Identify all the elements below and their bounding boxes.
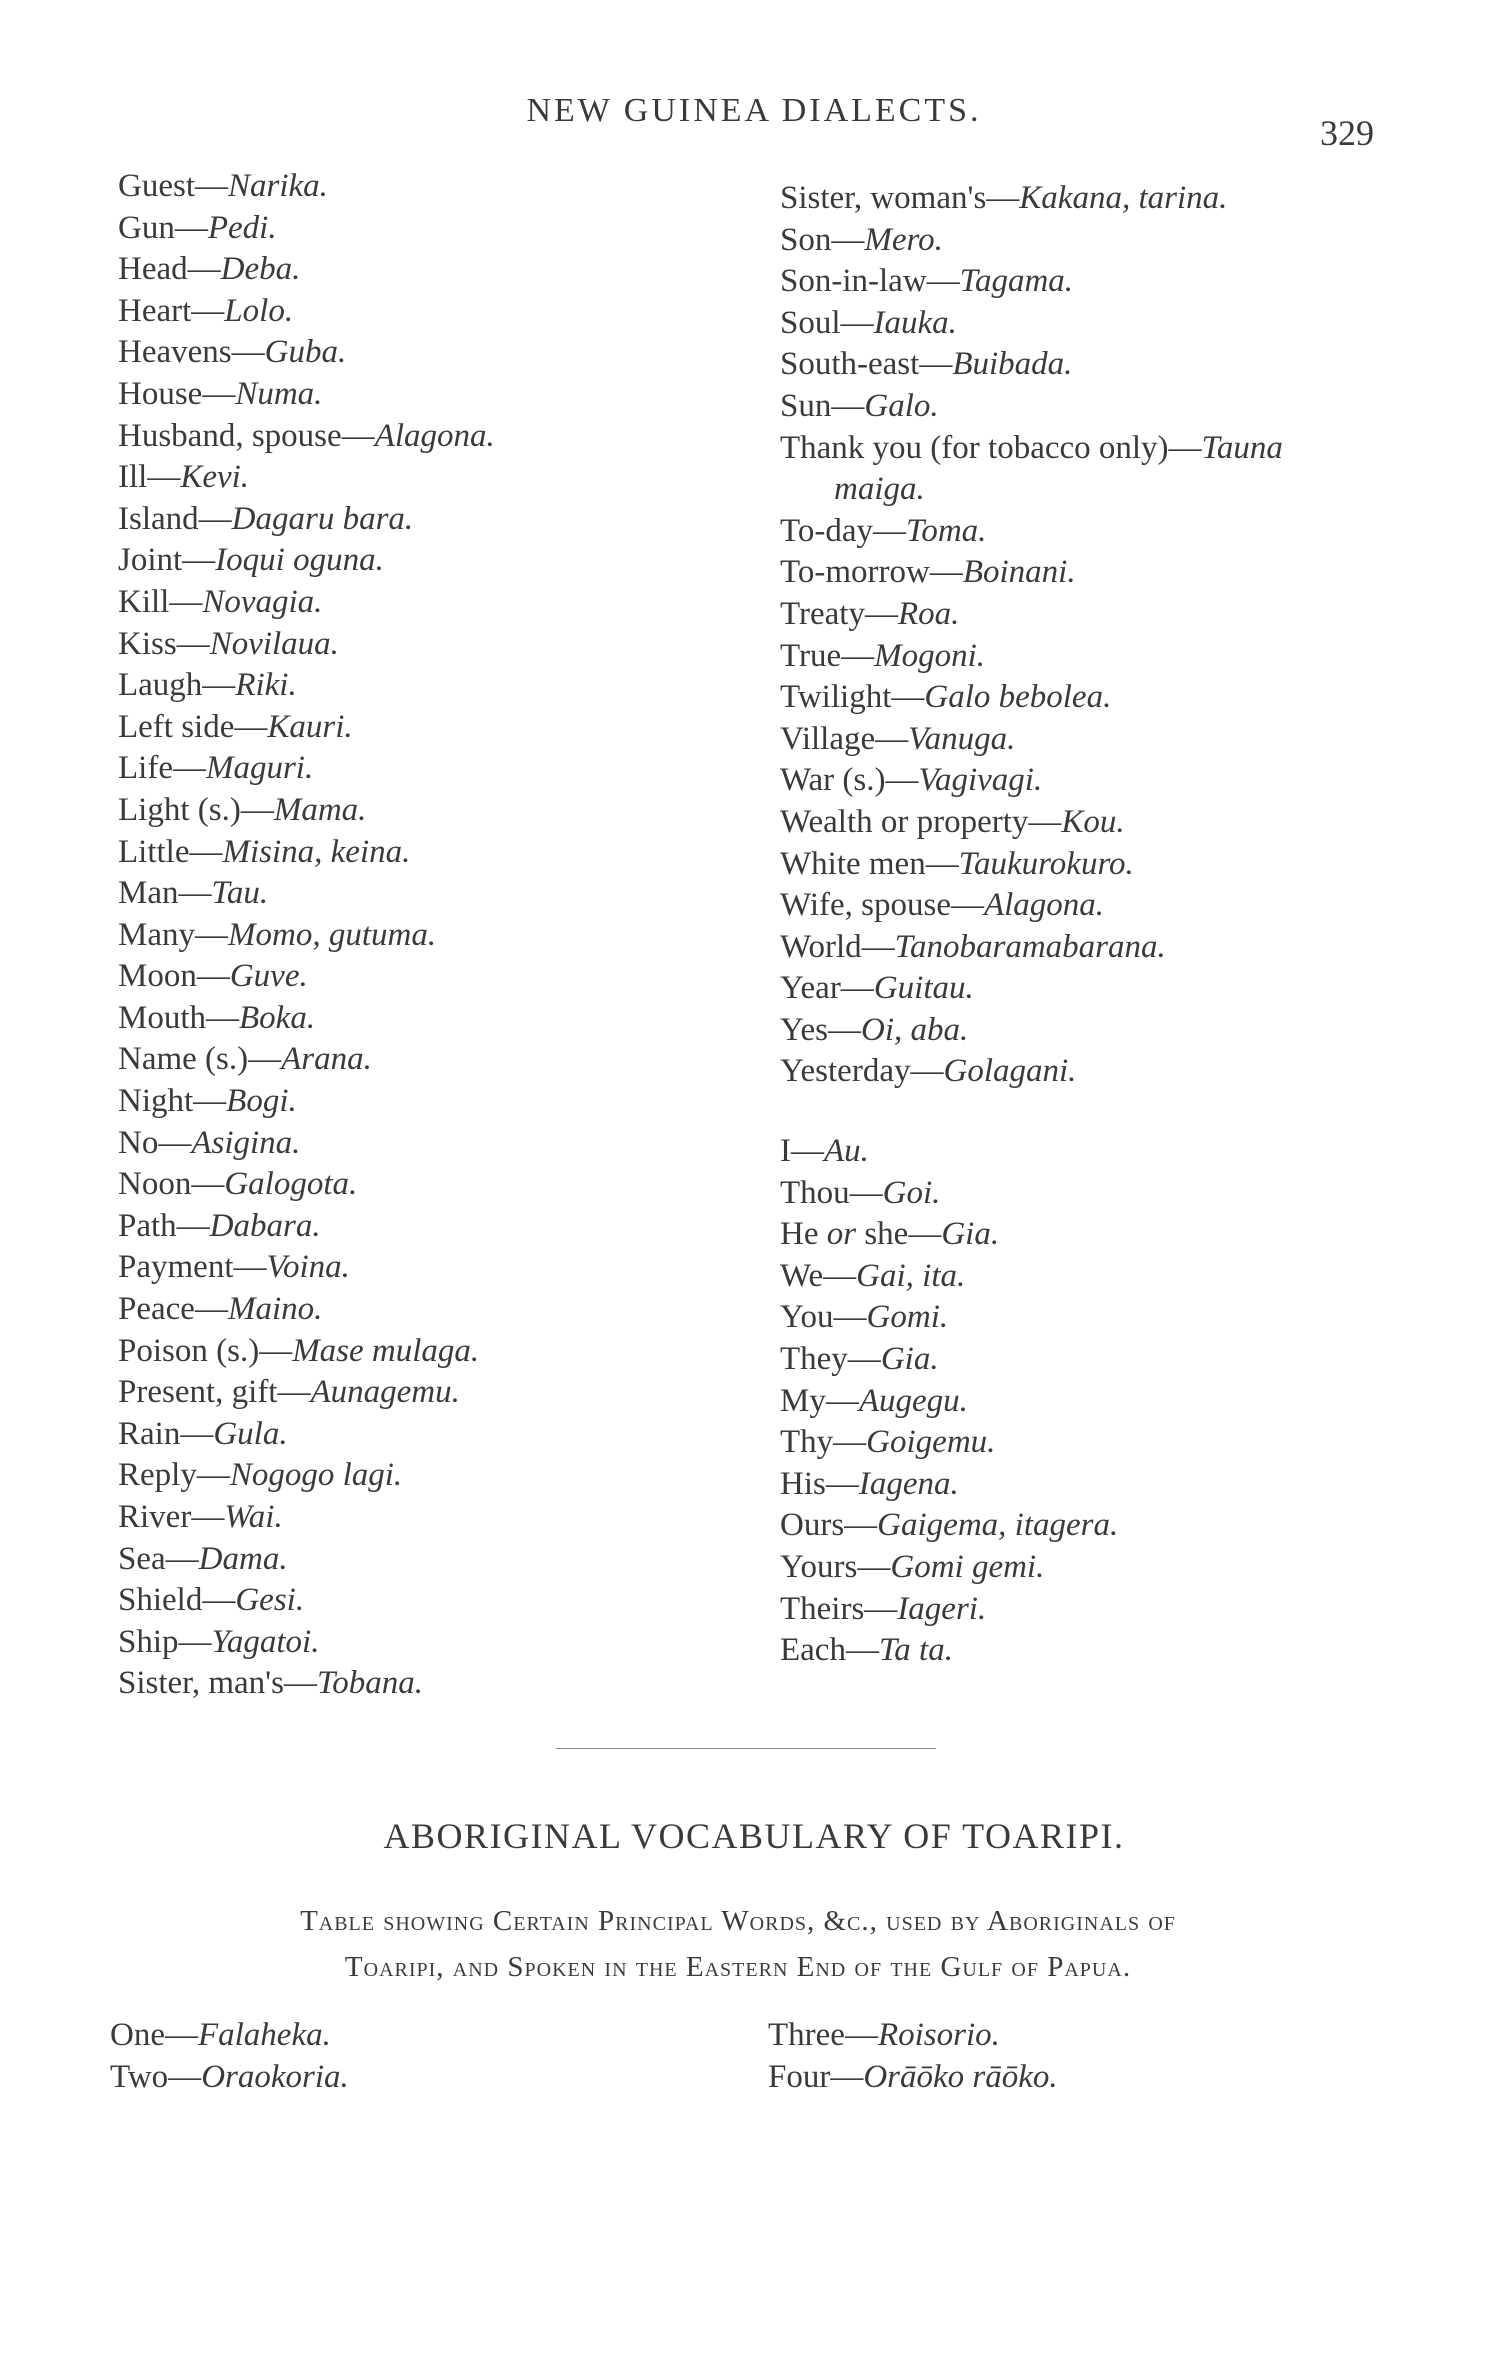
- native-term: Vanuga.: [908, 720, 1016, 757]
- native-term: Mogoni.: [874, 637, 986, 674]
- english-term: River—: [118, 1499, 225, 1535]
- native-term: Gia.: [880, 1340, 939, 1377]
- native-term: Pedi.: [207, 209, 277, 246]
- vocabulary-entry: [118, 374, 758, 416]
- english-term: Year—: [780, 970, 874, 1007]
- english-term: Wife, spouse—: [780, 887, 984, 924]
- native-term: Toma.: [906, 512, 987, 549]
- english-term: Husband, spouse—: [118, 417, 375, 454]
- native-term: Buibada.: [952, 346, 1073, 383]
- english-term: Laugh—: [118, 667, 236, 704]
- vocabulary-entry: [780, 1464, 1420, 1506]
- vocabulary-entry: [780, 1505, 1420, 1547]
- english-term: Night—: [118, 1083, 227, 1120]
- vocabulary-entry: [780, 760, 1420, 802]
- english-term: Heavens—: [118, 334, 265, 371]
- native-term: Yagatoi.: [211, 1623, 320, 1660]
- english-term: Wealth or property—: [780, 803, 1062, 840]
- vocabulary-entry: [780, 220, 1420, 262]
- caption-line: Toaripi, and Spoken in the Eastern End of the Gulf of Papua.: [344, 1951, 1132, 1983]
- native-term: Voina.: [266, 1249, 350, 1286]
- vocabulary-entry: [780, 1256, 1420, 1298]
- english-term: Joint—: [118, 542, 216, 579]
- english-term: White men—: [780, 845, 959, 882]
- vocabulary-entry: [118, 582, 758, 624]
- vocabulary-entry: [780, 844, 1420, 886]
- running-head: NEW GUINEA DIALECTS.: [526, 92, 982, 129]
- english-term: Path—: [118, 1207, 210, 1244]
- english-term: War (s.)—: [780, 762, 919, 799]
- vocabulary-entry: [780, 885, 1420, 927]
- section-divider: [556, 1748, 936, 1749]
- vocabulary-entry: [110, 2057, 349, 2099]
- native-term: Ioqui oguna.: [215, 542, 384, 579]
- english-term: Mouth—: [118, 999, 240, 1036]
- vocabulary-entry: [118, 1081, 758, 1123]
- vocabulary-entry: [118, 1580, 758, 1622]
- english-term: Reply—: [118, 1457, 230, 1494]
- english-term: Sister, woman's—: [780, 180, 1020, 216]
- vocabulary-list-right: [780, 178, 1420, 1093]
- native-term: Wai.: [224, 1499, 283, 1535]
- english-term: Village—: [780, 720, 909, 757]
- native-term: Dama.: [198, 1540, 288, 1577]
- english-term: Treaty—: [780, 595, 898, 632]
- native-term: Guitau.: [873, 970, 974, 1007]
- vocabulary-entry: [780, 1422, 1420, 1464]
- native-term: Gesi.: [235, 1582, 305, 1619]
- english-term: You—: [780, 1299, 867, 1336]
- english-term: Rain—: [118, 1415, 214, 1452]
- vocabulary-entry: [118, 624, 758, 666]
- native-term: Novilaua.: [209, 625, 339, 662]
- english-term: Light (s.)—: [118, 791, 274, 828]
- english-term: Thou—: [780, 1174, 883, 1211]
- vocabulary-entry: [780, 303, 1420, 345]
- vocabulary-entry: [118, 790, 758, 832]
- native-term: Goigemu.: [866, 1424, 996, 1461]
- english-term: Two—: [110, 2058, 202, 2095]
- vocabulary-entry: [780, 178, 1420, 220]
- native-term: Misina, keina.: [222, 833, 411, 870]
- english-term: They—: [780, 1340, 881, 1377]
- vocabulary-entry: [118, 1497, 758, 1539]
- vocabulary-entry: [780, 1173, 1420, 1215]
- vocabulary-entry: [118, 832, 758, 874]
- vocabulary-entry: [780, 1214, 1420, 1256]
- native-term: Boka.: [239, 999, 316, 1036]
- english-term: Present, gift—: [118, 1374, 311, 1411]
- english-term: she—: [856, 1216, 942, 1253]
- english-term: Moon—: [118, 958, 230, 995]
- vocabulary-entry: [780, 1051, 1420, 1093]
- vocabulary-entry: [118, 540, 758, 582]
- native-term: Kauri.: [267, 708, 353, 745]
- native-term: Kakana, tarina.: [1019, 180, 1228, 216]
- native-term: Goi.: [882, 1174, 941, 1211]
- native-term: Alagona.: [983, 887, 1105, 924]
- native-term: Orāōko rāōko.: [863, 2058, 1058, 2095]
- english-term: Peace—: [118, 1291, 228, 1328]
- native-term: Tau.: [211, 875, 269, 912]
- native-term: Augegu.: [858, 1382, 968, 1419]
- english-term: Son—: [780, 221, 865, 258]
- english-term: To-morrow—: [780, 554, 963, 591]
- native-term: Arana.: [281, 1041, 372, 1078]
- english-term: Poison (s.)—: [118, 1332, 293, 1369]
- native-term: Roisorio.: [877, 2017, 1000, 2053]
- native-term: Ta ta.: [878, 1632, 953, 1669]
- native-term: Narika.: [228, 168, 328, 204]
- english-term: One—: [110, 2017, 198, 2053]
- native-term: Galo.: [864, 387, 939, 424]
- english-term: He: [780, 1216, 827, 1253]
- numbers-list-left: [110, 2015, 349, 2098]
- english-term: Thy—: [780, 1424, 867, 1461]
- english-term: His—: [780, 1465, 859, 1502]
- english-term: Kiss—: [118, 625, 210, 662]
- native-term: Gia.: [941, 1216, 1000, 1253]
- native-term: Galo bebolea.: [924, 679, 1112, 716]
- english-term: Thank you (for tobacco only)—: [780, 429, 1202, 466]
- english-term: World—: [780, 928, 895, 965]
- native-term: Golagani.: [943, 1053, 1077, 1090]
- native-term: Gomi gemi.: [890, 1548, 1045, 1585]
- vocabulary-entry: [118, 873, 758, 915]
- vocabulary-entry: [118, 1663, 758, 1705]
- native-term: Vagivagi.: [918, 762, 1043, 799]
- vocabulary-entry: [780, 1297, 1420, 1339]
- caption-line: Table showing Certain Principal Words, &c., used by Aboriginals of: [300, 1905, 1176, 1937]
- native-term: Kou.: [1061, 803, 1125, 840]
- vocabulary-entry: [118, 1414, 758, 1456]
- vocabulary-entry: [118, 1455, 758, 1497]
- vocabulary-entry: [780, 1630, 1420, 1672]
- vocabulary-entry: [118, 956, 758, 998]
- native-term: Au.: [824, 1133, 869, 1169]
- english-term: Man—: [118, 875, 212, 912]
- english-term: Left side—: [118, 708, 268, 745]
- native-term: Falaheka.: [197, 2017, 331, 2053]
- vocabulary-entry: [118, 166, 758, 208]
- native-term: Galogota.: [224, 1166, 358, 1203]
- english-term: We—: [780, 1257, 857, 1294]
- english-term: Head—: [118, 251, 221, 288]
- english-term: Heart—: [118, 292, 225, 329]
- vocabulary-entry: [118, 665, 758, 707]
- native-term: Tobana.: [316, 1665, 424, 1702]
- section-title: ABORIGINAL VOCABULARY OF TOARIPI.: [383, 1816, 1125, 1856]
- numbers-list-right: [768, 2015, 1058, 2098]
- page-number: 329: [1320, 113, 1374, 153]
- vocabulary-entry: [780, 511, 1420, 553]
- english-term: Theirs—: [780, 1590, 898, 1627]
- english-term: Sea—: [118, 1540, 199, 1577]
- table-caption: [120, 1898, 1356, 1990]
- vocabulary-entry: [118, 998, 758, 1040]
- vocabulary-entry: [118, 332, 758, 374]
- vocabulary-entry: [118, 1622, 758, 1664]
- vocabulary-entry: [118, 1123, 758, 1165]
- vocabulary-entry: [118, 1247, 758, 1289]
- vocabulary-entry: [780, 1010, 1420, 1052]
- english-term: Ship—: [118, 1623, 212, 1660]
- native-term: Gomi.: [866, 1299, 949, 1336]
- english-term: Yours—: [780, 1548, 891, 1585]
- native-term: Nogogo lagi.: [229, 1457, 403, 1494]
- pronoun-list: [780, 1131, 1420, 1672]
- vocabulary-entry: [780, 677, 1420, 719]
- english-term: Island—: [118, 500, 232, 537]
- vocabulary-entry: [118, 208, 758, 250]
- vocabulary-entry: [110, 2015, 349, 2057]
- english-term: Yes—: [780, 1011, 862, 1048]
- english-term: South-east—: [780, 346, 953, 383]
- native-term: Oi, aba.: [861, 1011, 969, 1048]
- native-term: Dagaru bara.: [231, 500, 414, 537]
- native-term: Iagena.: [858, 1465, 959, 1502]
- english-term: Kill—: [118, 583, 203, 620]
- english-term: Gun—: [118, 209, 208, 246]
- vocabulary-entry: [118, 1539, 758, 1581]
- native-term: Dabara.: [209, 1207, 321, 1244]
- native-term: Boinani.: [962, 554, 1076, 591]
- vocabulary-entry: [780, 1547, 1420, 1589]
- native-term: Asigina.: [191, 1124, 301, 1161]
- vocabulary-entry: [780, 594, 1420, 636]
- english-term: Ill—: [118, 459, 181, 496]
- native-term: Maguri.: [205, 750, 314, 787]
- vocabulary-entry: [768, 2015, 1058, 2057]
- native-term: Maino.: [227, 1291, 323, 1328]
- native-term: Gula.: [213, 1415, 288, 1452]
- conjunction: or: [826, 1216, 857, 1253]
- english-term: Many—: [118, 916, 228, 953]
- english-term: Ours—: [780, 1507, 878, 1544]
- vocabulary-entry: [780, 552, 1420, 594]
- english-term: Noon—: [118, 1166, 225, 1203]
- english-term: Little—: [118, 833, 223, 870]
- native-term: Mama.: [273, 791, 367, 828]
- native-term: Mase mulaga.: [292, 1332, 480, 1369]
- english-term: To-day—: [780, 512, 906, 549]
- native-term: Alagona.: [374, 417, 495, 454]
- vocabulary-entry: [780, 719, 1420, 761]
- native-term: Roa.: [897, 595, 960, 632]
- vocabulary-entry: [780, 1339, 1420, 1381]
- native-term: Tauna: [1201, 429, 1283, 466]
- english-term: Twilight—: [780, 679, 925, 716]
- native-term: Mero.: [864, 221, 943, 258]
- vocabulary-entry: [780, 636, 1420, 678]
- english-term: Shield—: [118, 1582, 236, 1619]
- native-term: Taukurokuro.: [958, 845, 1134, 882]
- native-term: Aunagemu.: [310, 1374, 460, 1411]
- english-term: Sister, man's—: [118, 1665, 317, 1702]
- vocabulary-entry: [780, 261, 1420, 303]
- native-term: Gai, ita.: [856, 1257, 966, 1294]
- english-term: My—: [780, 1382, 859, 1419]
- vocabulary-entry: [118, 1164, 758, 1206]
- vocabulary-entry: [118, 1289, 758, 1331]
- vocabulary-entry: [118, 748, 758, 790]
- vocabulary-entry: [118, 1206, 758, 1248]
- vocabulary-entry: [118, 915, 758, 957]
- vocabulary-entry: [780, 344, 1420, 386]
- english-term: Son-in-law—: [780, 263, 960, 300]
- vocabulary-entry: [118, 707, 758, 749]
- vocabulary-entry: [780, 428, 1420, 511]
- vocabulary-entry: [118, 249, 758, 291]
- vocabulary-entry: [780, 802, 1420, 844]
- english-term: House—: [118, 375, 236, 412]
- english-term: Life—: [118, 750, 206, 787]
- native-term: Tagama.: [959, 263, 1074, 300]
- vocabulary-entry: [780, 1131, 1420, 1173]
- native-term: Numa.: [235, 375, 323, 412]
- vocabulary-entry: [780, 1589, 1420, 1631]
- english-term: Name (s.)—: [118, 1041, 282, 1078]
- english-term: Each—: [780, 1632, 879, 1669]
- vocabulary-entry: [768, 2057, 1058, 2099]
- vocabulary-entry: [118, 416, 758, 458]
- native-term: Kevi.: [180, 459, 250, 496]
- native-term: Guve.: [229, 958, 308, 995]
- native-term: Riki.: [235, 667, 297, 704]
- native-term: Momo, gutuma.: [228, 916, 437, 953]
- english-term: Three—: [768, 2017, 878, 2053]
- native-term: Iauka.: [873, 304, 957, 341]
- vocabulary-entry: [780, 1381, 1420, 1423]
- english-term: Payment—: [118, 1249, 267, 1286]
- vocabulary-entry: [780, 386, 1420, 428]
- native-term: Bogi.: [226, 1083, 297, 1120]
- vocabulary-entry: [118, 1331, 758, 1373]
- vocabulary-entry: [118, 1039, 758, 1081]
- vocabulary-entry: [118, 1372, 758, 1414]
- native-term: Gaigema, itagera.: [877, 1507, 1119, 1544]
- english-term: Soul—: [780, 304, 874, 341]
- native-term-continuation: maiga.: [834, 471, 925, 508]
- vocabulary-entry: [780, 968, 1420, 1010]
- vocabulary-entry: [780, 927, 1420, 969]
- native-term: Oraokoria.: [201, 2058, 349, 2095]
- vocabulary-list-left: [118, 166, 758, 1705]
- english-term: I—: [780, 1133, 824, 1169]
- vocabulary-entry: [118, 457, 758, 499]
- vocabulary-entry: [118, 291, 758, 333]
- vocabulary-entry: [118, 499, 758, 541]
- native-term: Tanobaramabarana.: [894, 928, 1166, 965]
- native-term: Iageri.: [897, 1590, 987, 1627]
- english-term: No—: [118, 1124, 192, 1161]
- english-term: Yesterday—: [780, 1053, 944, 1090]
- english-term: True—: [780, 637, 875, 674]
- native-term: Novagia.: [202, 583, 323, 620]
- english-term: Sun—: [780, 387, 865, 424]
- english-term: Four—: [768, 2058, 864, 2095]
- native-term: Guba.: [264, 334, 347, 371]
- english-term: Guest—: [118, 168, 228, 204]
- native-term: Deba.: [220, 251, 301, 288]
- native-term: Lolo.: [224, 292, 294, 329]
